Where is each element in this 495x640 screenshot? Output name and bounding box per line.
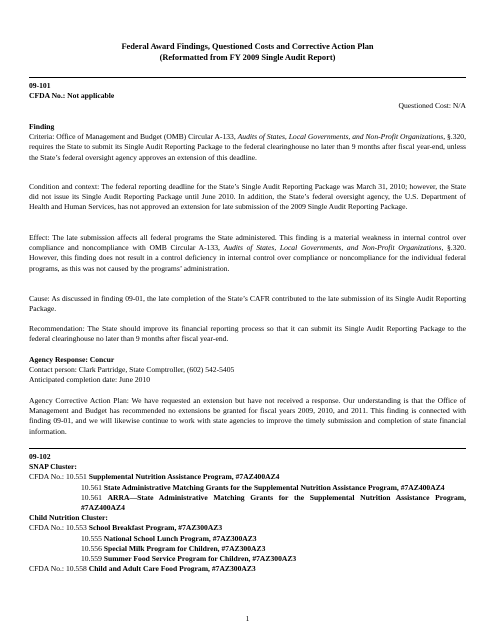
questioned-cost: Questioned Cost: N/A: [398, 101, 466, 110]
cfda-number: CFDA No.: Not applicable: [29, 91, 115, 101]
finding-criteria: [29, 122, 466, 163]
program-line: 10.559 Summer Food Service Program for Children, #7AZ300AZ3: [81, 554, 297, 564]
program-line: 10.561 ARRA—State Administrative Matching Grants for the Supplemental Nutrition Assistance Program, #7AZ400AZ4: [81, 492, 467, 513]
child-nutrition-cluster-heading: Child Nutrition Cluster:: [29, 513, 108, 523]
program-line: CFDA No.: 10.553 School Breakfast Program, #7AZ300AZ3: [29, 523, 223, 533]
finding-id: 09-102: [29, 452, 51, 461]
finding-09-101-header: [29, 81, 466, 111]
recommendation-paragraph: Recommendation: The State should improve its financial reporting process so that it can submit its Single Audit Reporting Package to the federal clearinghouse no later than 9 months after fiscal year-end.: [29, 324, 466, 344]
program-line: CFDA No.: 10.551 Supplemental Nutrition Assistance Program, #7AZ400AZ4: [29, 472, 280, 482]
document-title: [29, 41, 466, 63]
finding-heading: Finding: [29, 122, 55, 131]
program-line: 10.556 Special Milk Program for Children, #7AZ300AZ3: [81, 543, 266, 553]
completion-date: Anticipated completion date: June 2010: [29, 375, 151, 385]
effect-paragraph: Effect: The late submission affects all federal programs the State administered. This finding is a material weakness in internal control over compliance and noncompliance with OMB Circular A-133, Audits of States, Local Governments, and Non-Profit Organizations, §.320. However, this finding does not result in a control deficiency in internal control over compliance or noncompliance for the individual federal programs, as this was not caused by the programs’ administration.: [29, 233, 466, 273]
contact-person: Contact person: Clark Partridge, State Comptroller, (602) 542-5405: [29, 365, 235, 375]
program-line: 10.561 State Administrative Matching Grants for the Supplemental Nutrition Assistance Program, #7AZ400AZ4: [81, 482, 445, 492]
title-line-2: (Reformatted from FY 2009 Single Audit Report): [159, 53, 336, 62]
section-divider: [29, 448, 466, 449]
program-line: CFDA No.: 10.558 Child and Adult Care Food Program, #7AZ300AZ3: [29, 564, 256, 574]
finding-id: 09-101: [29, 81, 51, 90]
condition-paragraph: Condition and context: The federal reporting deadline for the State’s Single Audit Reporting Package was March 31, 2010; however, the State did not issue its Single Audit Reporting Package until June 2010. In addition, the State’s federal oversight agency, the U.S. Department of Health and Human Services, has not approved an extension for late submission of the 2009 Single Audit Reporting Package.: [29, 182, 466, 212]
criteria-paragraph: Criteria: Office of Management and Budget (OMB) Circular A-133, Audits of States, Local Governments, and Non-Profit Organizations, §.320, requires the State to submit its Single Audit Reporting Package to the federal clearinghouse no later than 9 months after fiscal year-end, unless the State’s federal oversight agency approves an extension of this deadline.: [29, 132, 466, 162]
program-line: 10.555 National School Lunch Program, #7AZ300AZ3: [81, 533, 257, 543]
finding-09-102: [29, 452, 466, 574]
page-number: 1: [245, 614, 250, 623]
document-page: [29, 0, 466, 640]
agency-response-block: [29, 355, 466, 386]
section-divider: [29, 77, 466, 78]
agency-response: Agency Response: Concur: [29, 355, 115, 364]
snap-cluster-heading: SNAP Cluster:: [29, 462, 77, 472]
title-line-1: Federal Award Findings, Questioned Costs and Corrective Action Plan: [121, 42, 374, 51]
corrective-action-paragraph: Agency Corrective Action Plan: We have requested an extension but have not received a response. Our understanding is that the Office of Management and Budget has recommended no extensions be granted for fiscal years 2009, 2010, and 2011. This finding is connected with finding 09-01, and we will likewise continue to work with state agencies to improve the timely submission and completion of state financial information.: [29, 396, 466, 436]
cause-paragraph: Cause: As discussed in finding 09-01, the late completion of the State’s CAFR contributed to the late submission of its Single Audit Reporting Package.: [29, 294, 466, 314]
